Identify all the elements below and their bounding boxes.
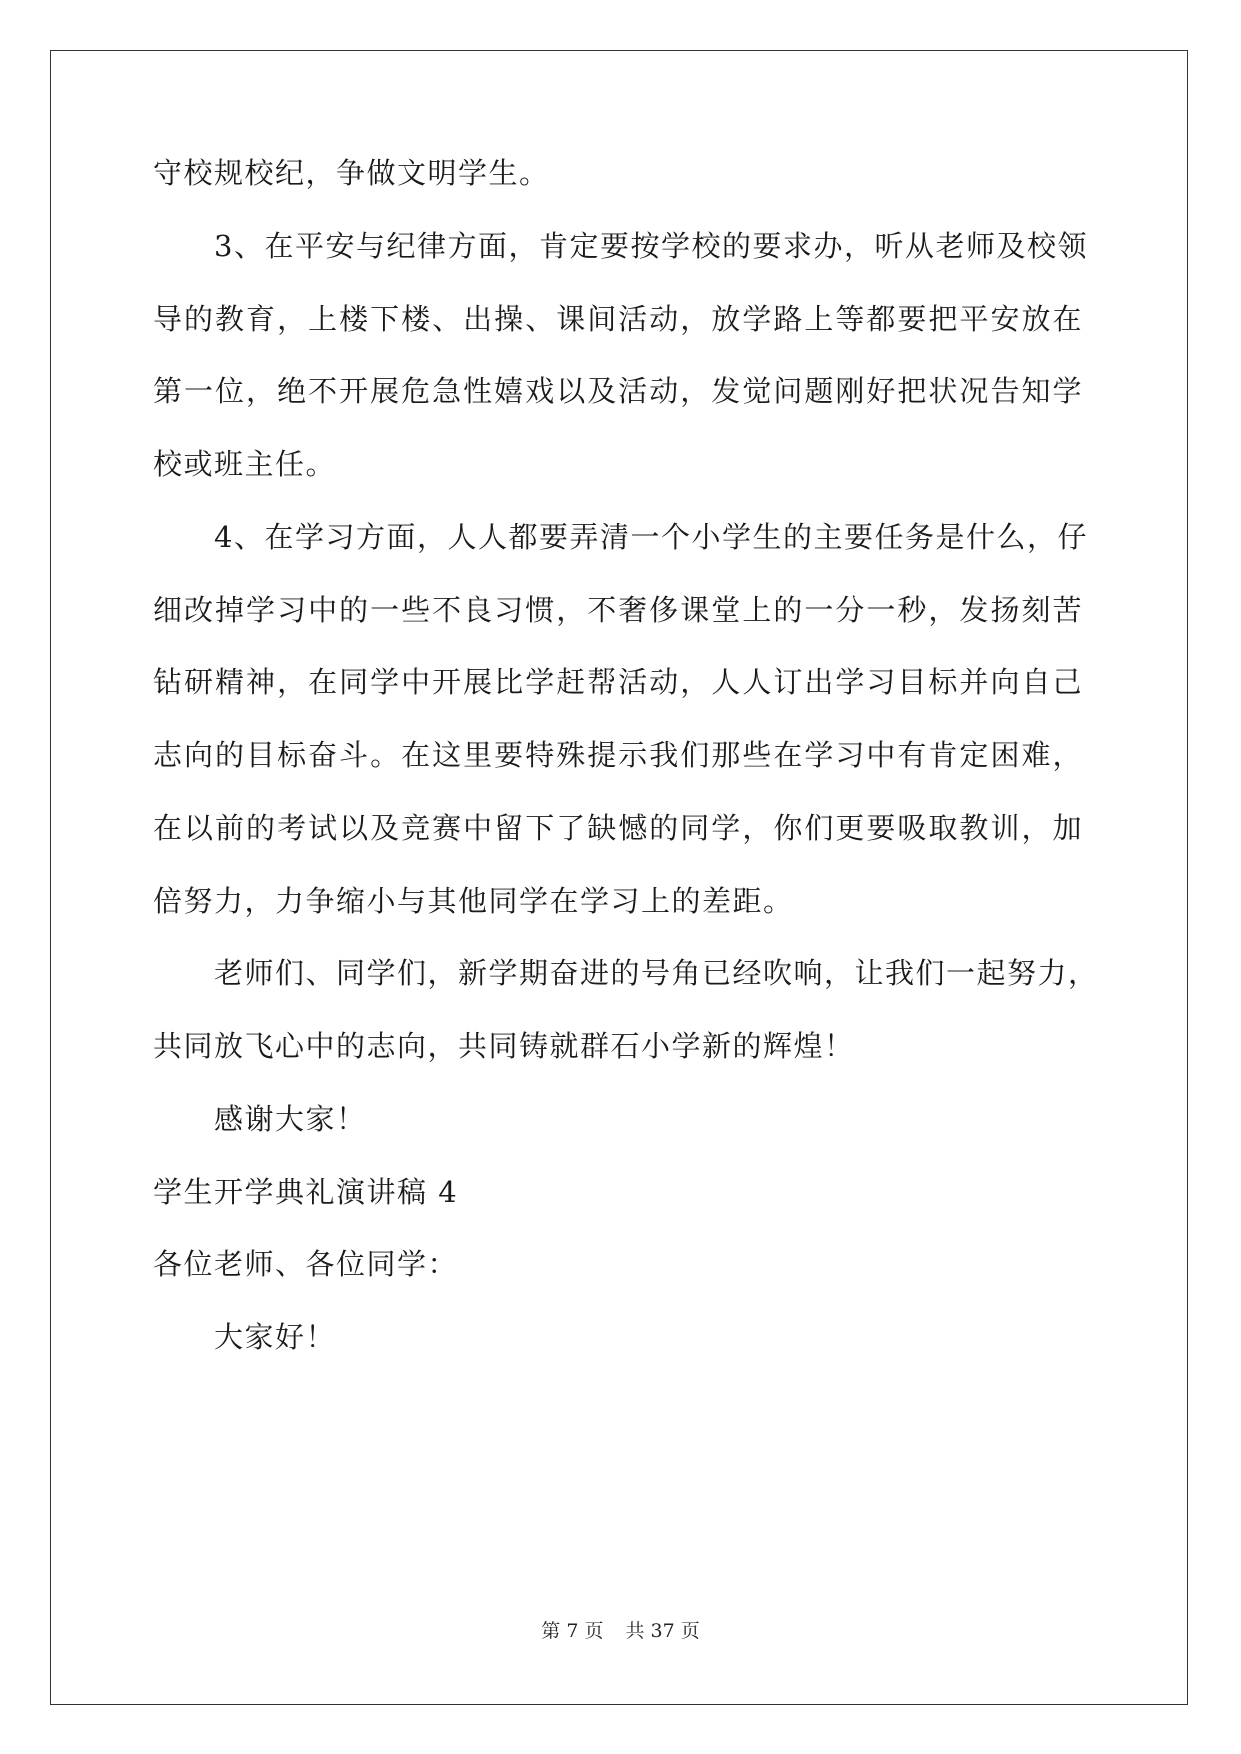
page-border (50, 50, 1188, 1705)
text-line: 3、在平安与纪律方面，肯定要按学校的要求办，听从老师及校领 (214, 229, 1088, 263)
page-number: 第 7 页 (541, 1620, 604, 1642)
greeting: 大家好！ (214, 1320, 337, 1354)
text-line: 钻研精神，在同学中开展比学赶帮活动，人人订出学习目标并向自己 (153, 665, 1083, 699)
text-line: 导的教育，上楼下楼、出操、课间活动，放学路上等都要把平安放在 (153, 302, 1083, 336)
text-line: 守校规校纪，争做文明学生。 (153, 156, 550, 190)
page-total: 共 37 页 (625, 1620, 700, 1642)
text-line: 感谢大家！ (214, 1102, 367, 1136)
section-heading: 学生开学典礼演讲稿 4 (153, 1175, 459, 1209)
text-line: 志向的目标奋斗。在这里要特殊提示我们那些在学习中有肯定困难， (153, 738, 1083, 772)
text-line: 老师们、同学们，新学期奋进的号角已经吹响，让我们一起努力， (214, 956, 1099, 990)
text-line: 细改掉学习中的一些不良习惯，不奢侈课堂上的一分一秒，发扬刻苦 (153, 593, 1083, 627)
text-line: 倍努力，力争缩小与其他同学在学习上的差距。 (153, 884, 794, 918)
text-line: 在以前的考试以及竞赛中留下了缺憾的同学，你们更要吸取教训，加 (153, 811, 1083, 845)
page-footer (0, 1619, 1241, 1643)
text-line: 共同放飞心中的志向，共同铸就群石小学新的辉煌！ (153, 1029, 855, 1063)
text-line: 4、在学习方面，人人都要弄清一个小学生的主要任务是什么，仔 (214, 520, 1088, 554)
text-line: 第一位，绝不开展危急性嬉戏以及活动，发觉问题刚好把状况告知学 (153, 374, 1083, 408)
salutation: 各位老师、各位同学： (153, 1247, 459, 1281)
text-line: 校或班主任。 (153, 447, 337, 481)
